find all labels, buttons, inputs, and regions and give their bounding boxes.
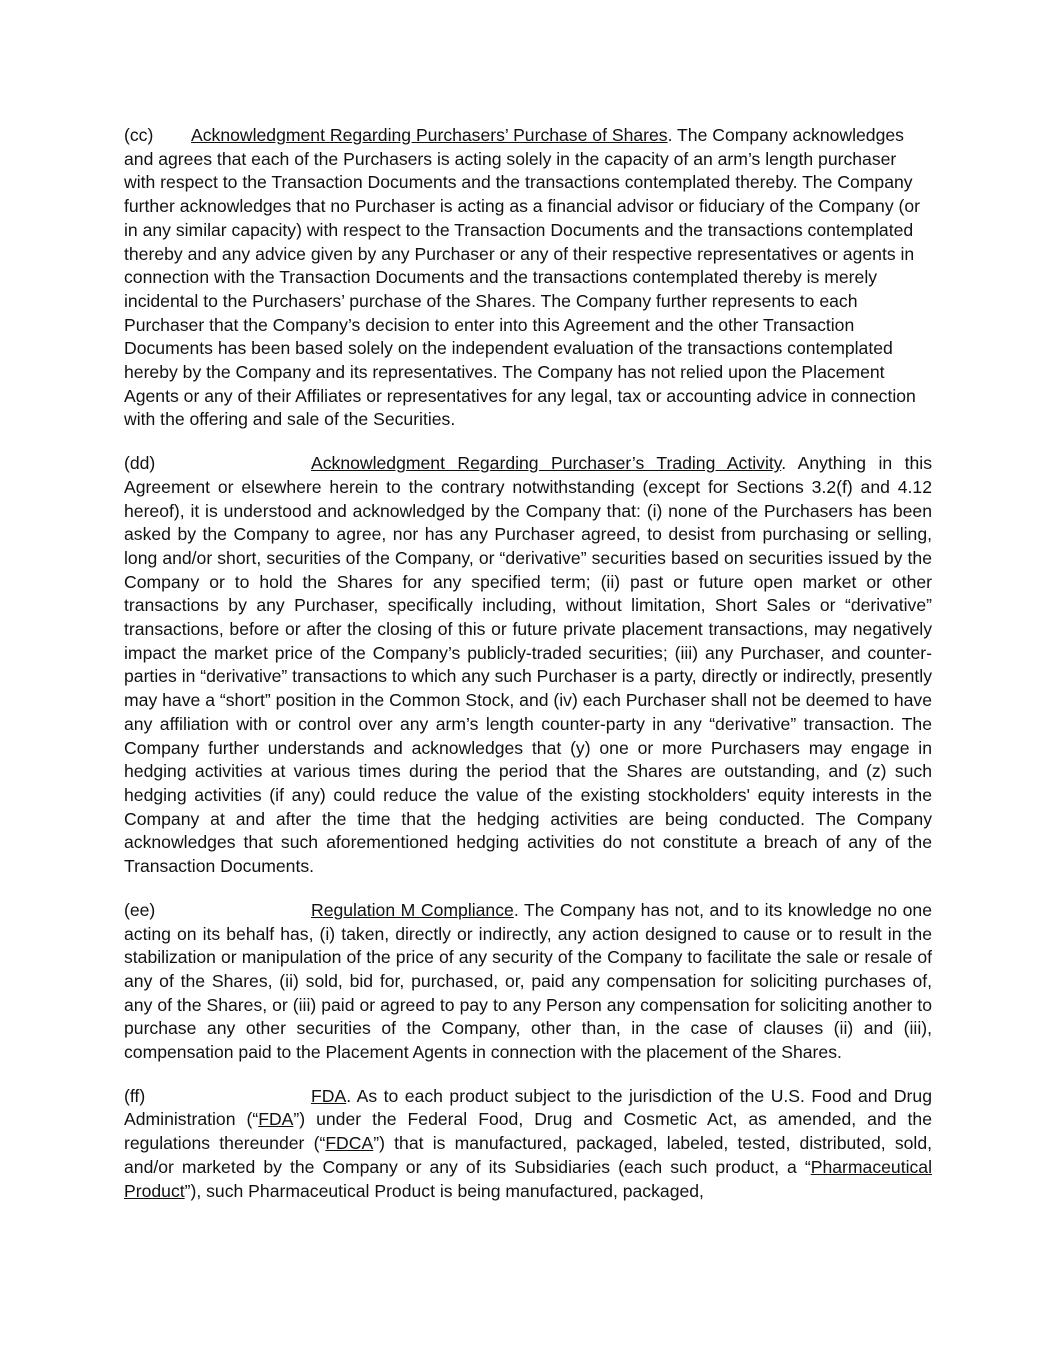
defined-term: FDCA [325, 1133, 374, 1154]
defined-term: FDA [258, 1109, 294, 1130]
section-body: . As to each product subject to the jurisdiction of the U.S. Food and Drug Administration (“ [124, 1085, 932, 1130]
section-heading: FDA [311, 1085, 347, 1106]
section-heading: Regulation M Compliance [311, 899, 514, 920]
section-ff [124, 1085, 932, 1204]
section-number: (ee) [124, 899, 156, 920]
section-ee [124, 899, 932, 1065]
section-number: (ff) [124, 1085, 146, 1106]
section-body: ”) under the Federal Food, Drug and Cosmetic Act, as amended, and the regulations thereunder (“ [124, 1109, 932, 1154]
section-number: (dd) [124, 453, 156, 474]
section-body: . The Company acknowledges and agrees that each of the Purchasers is acting solely in the capacity of an arm’s length purchaser with respect to the Transaction Documents and the transactions contemplated thereby. The Company further acknowledges that no Purchaser is acting as a financial advisor or fiduciary of the Company (or in any similar capacity) with respect to the Transaction Documents and the transactions contemplated thereby and any advice given by any Purchaser or any of their respective representatives or agents in connection with the Transaction Documents and the transactions contemplated thereby is merely incidental to the Purchasers’ purchase of the Shares. The Company further represents to each Purchaser that the Company’s decision to enter into this Agreement and the other Transaction Documents has been based solely on the independent evaluation of the transactions contemplated hereby by the Company and its representatives. The Company has not relied upon the Placement Agents or any of their Affiliates or representatives for any legal, tax or accounting advice in connection with the offering and sale of the Securities. [124, 125, 921, 430]
section-heading: Acknowledgment Regarding Purchasers’ Purchase of Shares [191, 125, 668, 145]
section-body: ”), such Pharmaceutical Product is being manufactured, packaged, [184, 1180, 704, 1201]
section-body: ”) that is manufactured, packaged, labeled, tested, distributed, sold, and/or marketed by the Company or any of its Subsidiaries (each such product, a “ [124, 1133, 932, 1177]
section-body: . The Company has not, and to its knowledge no one acting on its behalf has, (i) taken, directly or indirectly, any action designed to cause or to result in the stabilization or manipulation of the price of any security of the Company to facilitate the sale or resale of any of the Shares, (ii) sold, bid for, purchased, or, paid any compensation for soliciting purchases of, any of the Shares, or (iii) paid or agreed to pay to any Person any compensation for soliciting another to purchase any other securities of the Company, other than, in the case of clauses (ii) and (iii), compensation paid to the Placement Agents in connection with the placement of the Shares. [124, 899, 933, 1063]
section-cc [124, 124, 932, 432]
section-body: . Anything in this Agreement or elsewhere herein to the contrary notwithstanding (except for Sections 3.2(f) and 4.12 hereof), it is understood and acknowledged by the Company that: (i) none of the Purchasers has been asked by the Company to agree, nor has any Purchaser agreed, to desist from purchasing or selling, long and/or short, securities of the Company, or “derivative” securities based on securities issued by the Company or to hold the Shares for any specified term; (ii) past or future open market or other transactions by any Purchaser, specifically including, without limitation, Short Sales or “derivative” transactions, before or after the closing of this or future private placement transactions, may negatively impact the market price of the Company’s publicly-traded securities; (iii) any Purchaser, and counter-parties in “derivative” transactions to which any such Purchaser is a party, directly or indirectly, presently may have a “short” position in the Common Stock, and (iv) each Purchaser shall not be deemed to have any affiliation with or control over any arm’s length counter-party in any “derivative” transaction. The Company further understands and acknowledges that (y) one or more Purchasers may engage in hedging activities at various times during the period that the Shares are outstanding, and (z) such hedging activities (if any) could reduce the value of the existing stockholders' equity interests in the Company at and after the time that the hedging activities are being conducted. The Company acknowledges that such aforementioned hedging activities do not constitute a breach of any of the Transaction Documents. [124, 453, 933, 877]
section-heading: Acknowledgment Regarding Purchaser’s Trading Activity [311, 453, 782, 474]
section-number: (cc) [124, 125, 154, 145]
defined-term: Pharmaceutical Product [124, 1156, 932, 1201]
document-page [124, 124, 932, 1223]
section-dd [124, 452, 932, 879]
